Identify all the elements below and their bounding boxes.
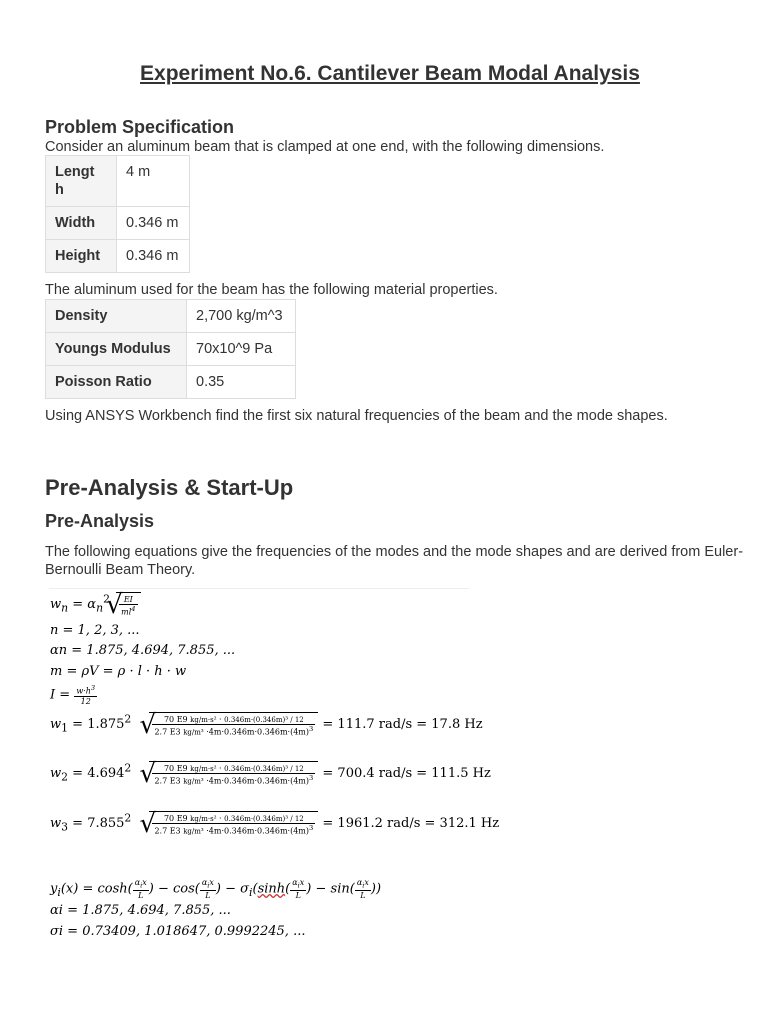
material-value: 0.35 [187,366,296,399]
dimensions-table [45,155,190,273]
dimension-value: 0.346 m [117,240,190,273]
eq-w2: $w_2 = 4.694^2$ √ $\frac{\text{70 E9 kg/m·s² · 0.346m·(0.346m)³ / 12}}{2.7 E3 kg/m^3 \cdot 4m\cdot 0.346m\cdot 0.346m\cdot(4m)^3}$ = 700.4 rad/s = 111.5 Hz [50,761,491,786]
eq-alpha: αn = 1.875, 4.694, 7.855, ... [50,643,236,658]
material-intro: The aluminum used for the beam has the following material properties. [45,282,498,298]
eq-sigma-i: σi = 0.73409, 1.018647, 0.9992245, ... [50,924,306,939]
material-label: Youngs Modulus [46,333,187,366]
dimension-label: Width [46,207,117,240]
eq-w1-result: = 111.7 rad/s = 17.8 Hz [322,716,483,732]
dimension-label: Height [46,240,117,273]
eq-n: n = 1, 2, 3, ... [50,623,140,638]
eq-mode-shape: $y_i(x) = \cosh$( $\frac{\alpha_ix}{L}$ ) − cos( $\frac{\alpha_ix}{L}$ ) − $\sigma_i(\sinh$( $\frac{\alpha_ix}{L}$ ) − sin( $\frac{\alpha_ix}{L}$ )) [50,878,382,900]
table-row [46,240,190,273]
table-row [46,366,296,399]
table-row [46,333,296,366]
preanalysis-heading: Pre-Analysis & Start-Up [45,475,294,500]
problem-intro: Consider an aluminum beam that is clamped at one end, with the following dimensions. [45,139,605,155]
eq-alpha-i: αi = 1.875, 4.694, 7.855, ... [50,903,231,918]
eq-w3-result: = 1961.2 rad/s = 312.1 Hz [322,815,500,831]
preanalysis-text: The following equations give the frequencies of the modes and the mode shapes and are derived from Euler-Bernoulli Beam Theory. [45,544,744,578]
page-title: Experiment No.6. Cantilever Beam Modal Analysis [140,62,640,85]
material-label: Density [46,300,187,333]
task-text: Using ANSYS Workbench find the first six natural frequencies of the beam and the mode shapes. [45,408,668,424]
dimension-value: 0.346 m [117,207,190,240]
material-value: 70x10^9 Pa [187,333,296,366]
dimension-value: 4 m [117,156,190,207]
eq-mass: m = ρV = ρ · l · h · w [50,664,187,679]
eq-w1: $w_1 = 1.875^2$ √ $\frac{\text{70 E9 kg/m·s² · 0.346m·(0.346m)³ / 12}}{2.7 E3 kg/m^3 \cdot 4m\cdot 0.346m\cdot 0.346m\cdot(4m)^3}$ = 111.7 rad/s = 17.8 Hz [50,712,483,737]
problem-heading: Problem Specification [45,117,235,137]
eq-w2-result: = 700.4 rad/s = 111.5 Hz [322,765,491,781]
preanalysis-subheading: Pre-Analysis [45,511,155,531]
dimension-label: Lengt h [46,156,117,207]
materials-table [45,299,296,399]
table-row [46,156,190,207]
material-value: 2,700 kg/m^3 [187,300,296,333]
eq-w3: $w_3 = 7.855^2$ √ $\frac{\text{70 E9 kg/m·s² · 0.346m·(0.346m)³ / 12}}{2.7 E3 kg/m^3 \cdot 4m\cdot 0.346m\cdot 0.346m\cdot(4m)^3}$ = 1961.2 rad/s = 312.1 Hz [50,811,499,836]
material-label: Poisson Ratio [46,366,187,399]
eq-inertia: I = $\frac{w\cdot h^3}{12}$ [50,684,96,706]
table-row [46,207,190,240]
table-row [46,300,296,333]
eq-wn: $w_n = \alpha_n^2$ √ $\frac{EI}{ml^4}$ [50,592,141,617]
